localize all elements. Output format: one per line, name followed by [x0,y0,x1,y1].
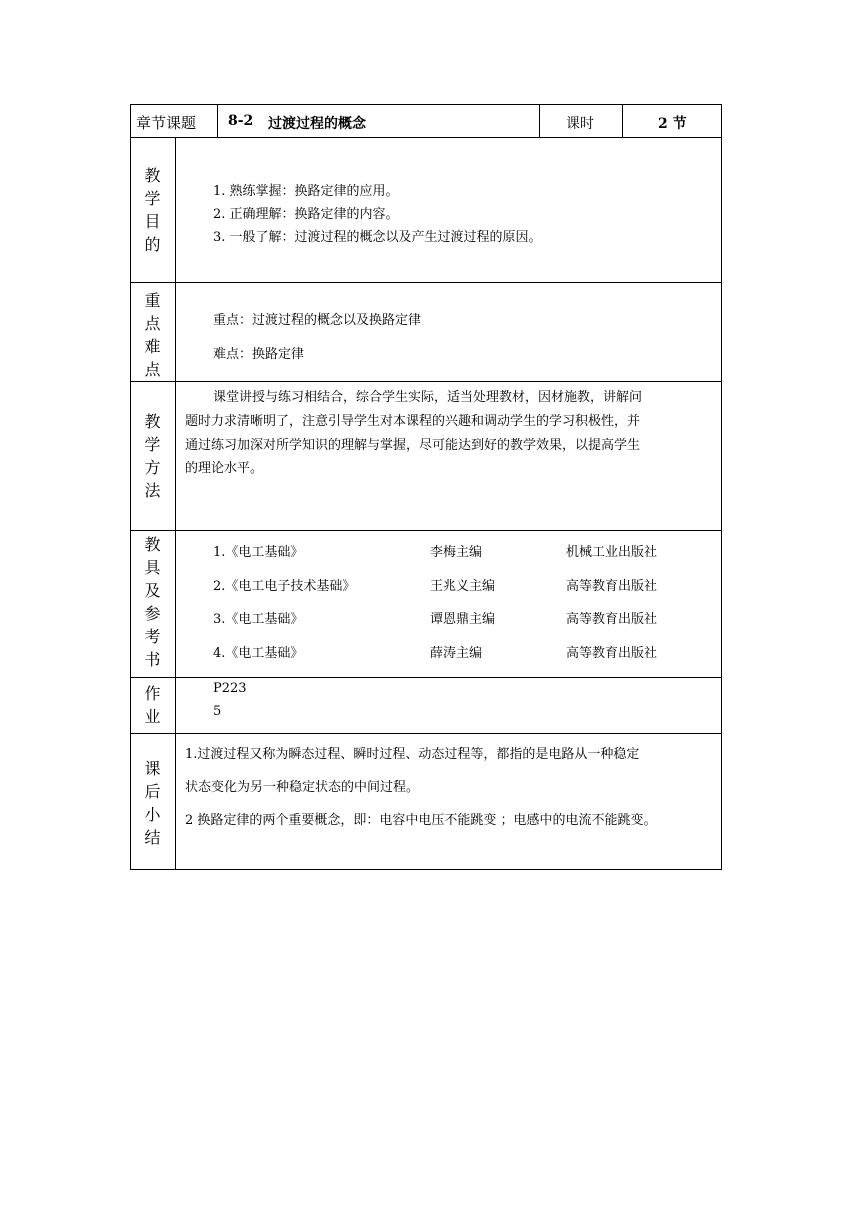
label-column-divider [175,137,176,870]
header-divider [539,104,540,138]
references-label: 教 具 及 参 考 书 [144,535,161,669]
method-line: 通过练习加深对所学知识的理解与掌握，尽可能达到好的教学效果，以提高学生 [185,438,641,453]
table-border-bottom [130,869,722,870]
reference-editor: 薛涛主编 [430,646,483,661]
row-divider [130,530,722,531]
summary-line: 2 换路定律的两个重要概念，即：电容中电压不能跳变 ；电感中的电流不能跳变。 [185,813,657,828]
key-points-label: 重 点 难 点 [144,291,161,379]
reference-publisher: 高等教育出版社 [566,579,658,594]
reference-book: 3.《电工基础》 [213,612,304,627]
summary-label: 课 后 小 结 [144,759,161,847]
reference-book: 4.《电工基础》 [213,646,304,661]
reference-book: 2.《电工电子技术基础》 [213,579,356,594]
reference-editor: 王兆义主编 [430,579,496,594]
reference-publisher: 机械工业出版社 [566,545,658,560]
table-border-right [721,104,722,870]
key-point-text: 重点：过渡过程的概念以及换路定律 [213,313,422,328]
homework-line: 5 [213,704,222,719]
reference-publisher: 高等教育出版社 [566,646,658,661]
homework-line: P223 [213,681,247,696]
summary-line: 1.过渡过程又称为瞬态过程、瞬时过程、动态过程等，都指的是电路从一种稳定 [185,747,640,762]
method-line: 课堂讲授与练习相结合，综合学生实际，适当处理教材，因材施教，讲解问 [213,390,643,405]
header-divider [217,104,218,138]
reference-editor: 谭恩鼎主编 [430,612,496,627]
chapter-title: 过渡过程的概念 [268,116,366,132]
row-divider [130,733,722,734]
hours-value: 2 节 [658,116,687,132]
chapter-code: 8-2 [228,113,254,129]
row-divider [130,381,722,382]
method-label: 教 学 方 法 [144,412,161,500]
homework-label: 作 业 [144,684,161,726]
summary-line: 状态变化为另一种稳定状态的中间过程。 [185,780,420,795]
hours-label: 课时 [566,116,594,132]
table-border-top [130,104,722,105]
header-divider [622,104,623,138]
row-divider [130,282,722,283]
reference-editor: 李梅主编 [430,545,483,560]
objective-item: 2. 正确理解：换路定律的内容。 [213,207,399,222]
reference-publisher: 高等教育出版社 [566,612,658,627]
chapter-label: 章节课题 [136,114,197,132]
difficult-point-text: 难点：换路定律 [213,347,305,362]
row-divider [130,137,722,138]
objective-item: 1. 熟练掌握：换路定律的应用。 [213,184,399,199]
objective-item: 3. 一般了解：过渡过程的概念以及产生过渡过程的原因。 [213,230,542,245]
row-divider [130,677,722,678]
objectives-label: 教 学 目 的 [144,166,161,254]
method-line: 题时力求清晰明了，注意引导学生对本课程的兴趣和调动学生的学习积极性，并 [185,414,641,429]
method-line: 的理论水平。 [185,461,264,476]
reference-book: 1.《电工基础》 [213,545,304,560]
